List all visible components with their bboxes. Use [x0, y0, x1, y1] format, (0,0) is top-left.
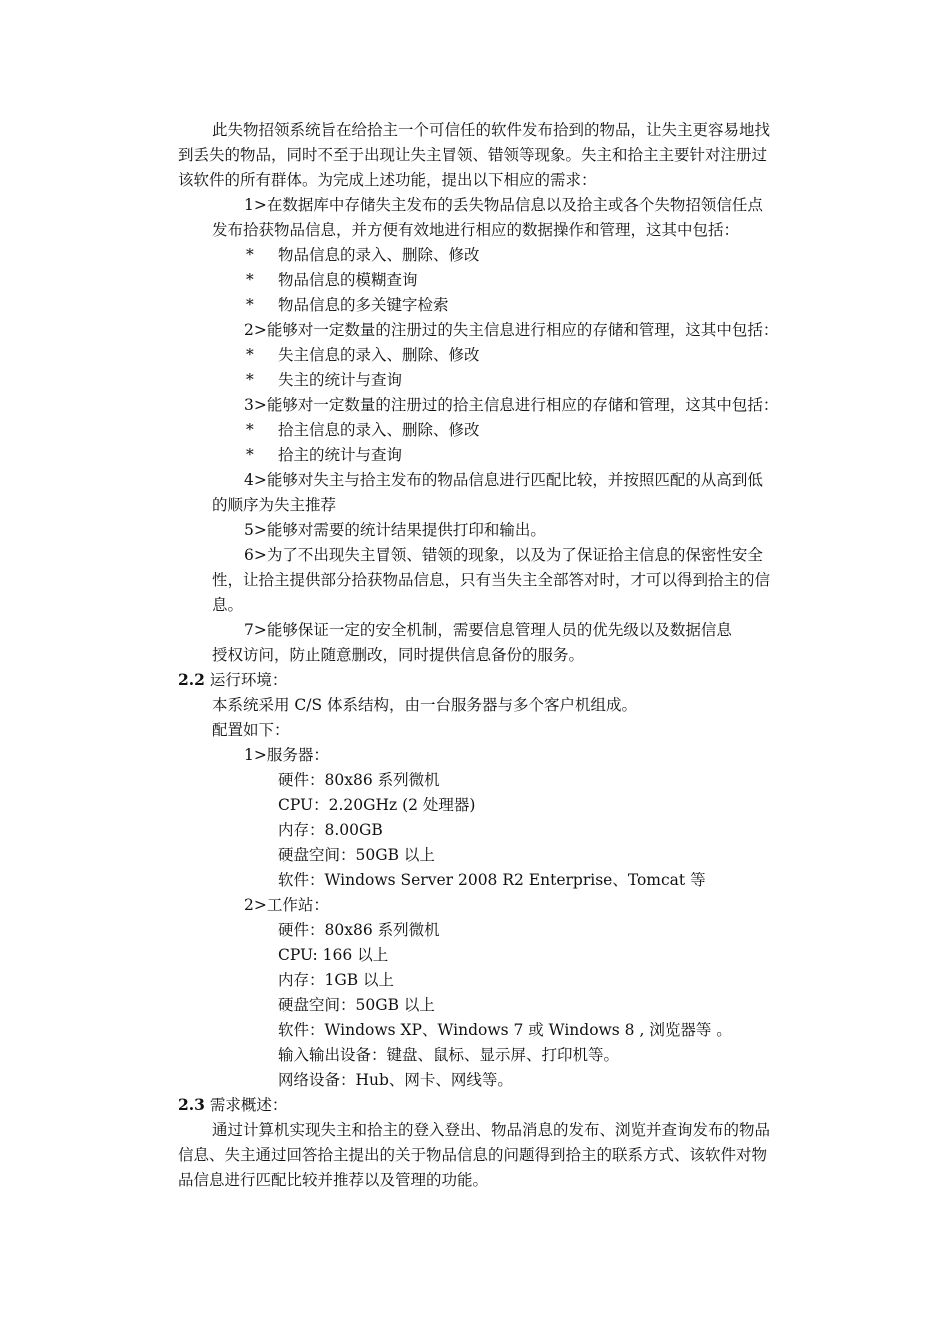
bullet-marker: * [246, 371, 254, 389]
req4-line-1: 4>能够对失主与拾主发布的物品信息进行匹配比较，并按照匹配的从高到低 [244, 471, 763, 489]
req7-line-2: 授权访问，防止随意删改，同时提供信息备份的服务。 [212, 646, 585, 664]
section-2-3-heading [178, 1093, 287, 1117]
sec23-line-1: 通过计算机实现失主和拾主的登入登出、物品消息的发布、浏览并查询发布的物品 [212, 1121, 771, 1139]
bullet-marker: * [246, 346, 254, 364]
req4-line-2: 的顺序为失主推荐 [212, 496, 337, 514]
bullet-marker: * [246, 246, 254, 264]
server-heading: 1>服务器： [244, 746, 329, 764]
req6-line-2: 性，让拾主提供部分拾获物品信息，只有当失主全部答对时，才可以得到拾主的信 [212, 571, 771, 589]
sec23-line-2: 信息、失主通过回答拾主提出的关于物品信息的问题得到拾主的联系方式、该软件对物 [178, 1146, 768, 1164]
req2-item-2: 失主的统计与查询 [278, 371, 403, 389]
section-number: 2.2 [178, 670, 205, 689]
intro-line-3: 该软件的所有群体。为完成上述功能，提出以下相应的需求： [178, 171, 597, 189]
req7-line-1: 7>能够保证一定的安全机制，需要信息管理人员的优先级以及数据信息 [244, 621, 732, 639]
server-hardware: 硬件：80x86 系列微机 [278, 771, 440, 789]
intro-line-2: 到丢失的物品，同时不至于出现让失主冒领、错领等现象。失主和拾主主要针对注册过 [178, 146, 768, 164]
workstation-heading: 2>工作站： [244, 896, 329, 914]
req1-item-1: 物品信息的录入、删除、修改 [278, 246, 480, 264]
bullet-marker: * [246, 296, 254, 314]
workstation-network-devices: 网络设备：Hub、网卡、网线等。 [278, 1071, 513, 1089]
bullet-marker: * [246, 271, 254, 289]
req1-line-2: 发布拾获物品信息，并方便有效地进行相应的数据操作和管理，这其中包括： [212, 221, 740, 239]
section-title: 运行环境： [209, 671, 288, 689]
server-disk: 硬盘空间：50GB 以上 [278, 846, 435, 864]
section-title: 需求概述： [209, 1096, 288, 1114]
sec22-line-2: 配置如下： [212, 721, 290, 739]
req1-item-2: 物品信息的模糊查询 [278, 271, 418, 289]
sec23-line-3: 品信息进行匹配比较并推荐以及管理的功能。 [178, 1171, 489, 1189]
req2-item-1: 失主信息的录入、删除、修改 [278, 346, 480, 364]
workstation-disk: 硬盘空间：50GB 以上 [278, 996, 435, 1014]
workstation-software: 软件：Windows XP、Windows 7 或 Windows 8 , 浏览器等 。 [278, 1021, 732, 1039]
req5-line-1: 5>能够对需要的统计结果提供打印和输出。 [244, 521, 546, 539]
sec22-line-1: 本系统采用 C/S 体系结构，由一台服务器与多个客户机组成。 [212, 696, 638, 714]
section-2-2-heading [178, 668, 287, 692]
req3-item-1: 拾主信息的录入、删除、修改 [278, 421, 480, 439]
req1-line-1: 1>在数据库中存储失主发布的丢失物品信息以及拾主或各个失物招领信任点 [244, 196, 763, 214]
req3-line-1: 3>能够对一定数量的注册过的拾主信息进行相应的存储和管理，这其中包括： [244, 396, 779, 414]
server-memory: 内存：8.00GB [278, 821, 383, 839]
section-number: 2.3 [178, 1095, 205, 1114]
server-software: 软件：Windows Server 2008 R2 Enterprise、Tomcat 等 [278, 871, 706, 889]
req6-line-3: 息。 [212, 596, 244, 614]
workstation-io-devices: 输入输出设备：键盘、鼠标、显示屏、打印机等。 [278, 1046, 620, 1064]
workstation-cpu: CPU: 166 以上 [278, 946, 389, 964]
req2-line-1: 2>能够对一定数量的注册过的失主信息进行相应的存储和管理，这其中包括： [244, 321, 779, 339]
intro-line-1: 此失物招领系统旨在给拾主一个可信任的软件发布拾到的物品，让失主更容易地找 [212, 121, 771, 139]
req1-item-3: 物品信息的多关键字检索 [278, 296, 449, 314]
workstation-hardware: 硬件：80x86 系列微机 [278, 921, 440, 939]
bullet-marker: * [246, 446, 254, 464]
server-cpu: CPU：2.20GHz (2 处理器) [278, 796, 476, 814]
req6-line-1: 6>为了不出现失主冒领、错领的现象，以及为了保证拾主信息的保密性安全 [244, 546, 763, 564]
bullet-marker: * [246, 421, 254, 439]
workstation-memory: 内存：1GB 以上 [278, 971, 395, 989]
req3-item-2: 拾主的统计与查询 [278, 446, 403, 464]
